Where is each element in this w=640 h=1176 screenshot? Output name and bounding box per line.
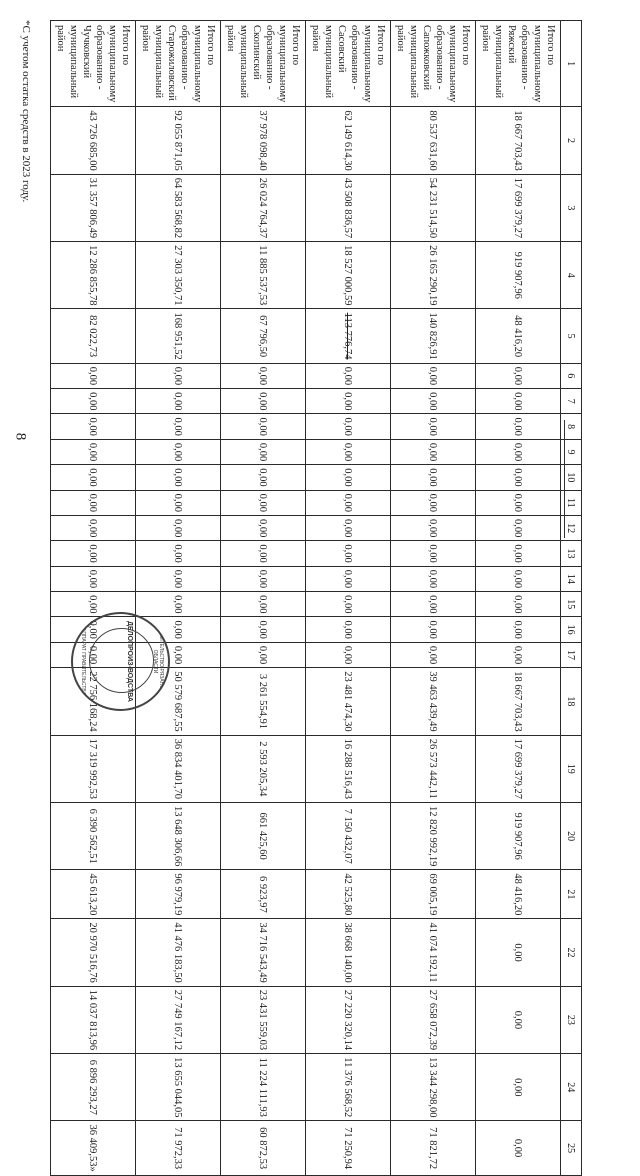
table-cell: 0,00 bbox=[136, 617, 221, 642]
table-cell: 0,00 bbox=[221, 363, 306, 388]
table-cell: 18 667 703,43 bbox=[476, 668, 561, 735]
table-cell: 0,00 bbox=[221, 541, 306, 566]
table-cell: 48 416,20 bbox=[476, 309, 561, 363]
table-cell: 23 431 559,03 bbox=[221, 986, 306, 1053]
table-cell: 0,00 bbox=[51, 617, 136, 642]
table-cell: 0,00 bbox=[221, 414, 306, 439]
table-cell: 26 024 764,37 bbox=[221, 174, 306, 241]
table-cell: 0,00 bbox=[221, 592, 306, 617]
column-number: 8 bbox=[561, 414, 582, 439]
table-cell: 0,00 bbox=[136, 642, 221, 667]
budget-table bbox=[50, 20, 582, 1176]
table-cell: 0,00 bbox=[476, 515, 561, 540]
table-cell: 0,00 bbox=[136, 363, 221, 388]
table-cell: 0,00 bbox=[476, 986, 561, 1053]
table-cell: 0,00 bbox=[51, 363, 136, 388]
municipality-name: Итого по муниципальному образованию - Чучковский муниципальный район bbox=[51, 21, 136, 107]
table-cell: 27 749 167,12 bbox=[136, 986, 221, 1053]
table-cell: 0,00 bbox=[306, 642, 391, 667]
column-number: 4 bbox=[561, 242, 582, 309]
column-number: 24 bbox=[561, 1054, 582, 1121]
table-cell: 50 579 687,55 bbox=[136, 668, 221, 735]
municipality-name: Итого по муниципальному образованию - Ряжский муниципальный район bbox=[476, 21, 561, 107]
table-cell: 0,00 bbox=[476, 541, 561, 566]
table-cell: 11 885 537,53 bbox=[221, 242, 306, 309]
table-cell: 0,00 bbox=[391, 465, 476, 490]
table-cell: 54 231 514,50 bbox=[391, 174, 476, 241]
table-cell: 0,00 bbox=[221, 439, 306, 464]
table-cell: 11 224 111,93 bbox=[221, 1054, 306, 1121]
column-number: 15 bbox=[561, 592, 582, 617]
table-row bbox=[136, 21, 221, 1176]
column-number: 9 bbox=[561, 439, 582, 464]
table-cell: 36 834 401,70 bbox=[136, 735, 221, 802]
footnote: *С учетом остатка средств в 2023 году. bbox=[20, 20, 32, 203]
table-cell: 0,00 bbox=[306, 490, 391, 515]
column-number: 11 bbox=[561, 490, 582, 515]
column-number: 14 bbox=[561, 566, 582, 591]
table-cell: 39 463 439,49 bbox=[391, 668, 476, 735]
table-cell: 0,00 bbox=[391, 363, 476, 388]
table-cell: 0,00 bbox=[136, 490, 221, 515]
column-number: 17 bbox=[561, 642, 582, 667]
table-cell: 0,00 bbox=[221, 465, 306, 490]
table-cell: 0,00 bbox=[51, 642, 136, 667]
table-cell: 82 022,73 bbox=[51, 309, 136, 363]
table-cell: 11 376 568,52 bbox=[306, 1054, 391, 1121]
municipality-name: Итого по муниципальному образованию - Старожиловский муниципальный район bbox=[136, 21, 221, 107]
table-cell: 42 525,80 bbox=[306, 870, 391, 919]
table-cell: 0,00 bbox=[51, 566, 136, 591]
table-cell: 37 978 098,40 bbox=[221, 107, 306, 174]
table-cell: 23 481 474,30 bbox=[306, 668, 391, 735]
table-cell: 13 648 306,66 bbox=[136, 802, 221, 869]
official-stamp: ПРАВИТЕЛЬСТВО РЯЗАНСКОЙ ОБЛАСТИ ДЕЛОПРОИЗ-ВОДСТВА АППАРАТ ПРАВИТЕЛЬСТВА bbox=[71, 612, 170, 711]
table-cell: 919 907,96 bbox=[476, 802, 561, 869]
table-cell: 0,00 bbox=[51, 389, 136, 414]
column-number: 13 bbox=[561, 541, 582, 566]
table-cell: 0,00 bbox=[391, 541, 476, 566]
municipality-name: Итого по муниципальному образованию - Сасовский муниципальный район bbox=[306, 21, 391, 107]
column-number: 20 bbox=[561, 802, 582, 869]
table-cell: 6 390 562,51 bbox=[51, 802, 136, 869]
table-cell: 0,00 bbox=[221, 515, 306, 540]
column-number: 19 bbox=[561, 735, 582, 802]
table-cell: 0,00 bbox=[476, 490, 561, 515]
signature-line bbox=[564, 420, 565, 538]
table-cell: 0,00 bbox=[476, 363, 561, 388]
column-number: 3 bbox=[561, 174, 582, 241]
column-number: 7 bbox=[561, 389, 582, 414]
table-cell: 60 872,53 bbox=[221, 1121, 306, 1175]
table-cell: 0,00 bbox=[136, 389, 221, 414]
table-cell: 0,00 bbox=[476, 642, 561, 667]
table-cell: 2 593 205,34 bbox=[221, 735, 306, 802]
table-cell: 0,00 bbox=[476, 389, 561, 414]
table-cell: 0,00 bbox=[476, 439, 561, 464]
table-cell: 168 951,52 bbox=[136, 309, 221, 363]
table-cell: 17 699 379,27 bbox=[476, 735, 561, 802]
table-cell: 0,00 bbox=[51, 541, 136, 566]
table-cell: 71 972,33 bbox=[136, 1121, 221, 1175]
table-cell: 0,00 bbox=[476, 1054, 561, 1121]
table-cell: 38 668 140,00 bbox=[306, 919, 391, 986]
table-cell: 18 527 000,59 bbox=[306, 242, 391, 309]
table-cell: 113 776,74 bbox=[306, 309, 391, 363]
page-number: 8 bbox=[12, 432, 29, 441]
table-cell: 0,00 bbox=[476, 414, 561, 439]
table-cell: 0,00 bbox=[476, 592, 561, 617]
table-cell: 6 896 293,27 bbox=[51, 1054, 136, 1121]
table-cell: 0,00 bbox=[306, 363, 391, 388]
table-cell: 0,00 bbox=[306, 541, 391, 566]
table-cell: 12 820 992,19 bbox=[391, 802, 476, 869]
table-cell: 14 037 813,96 bbox=[51, 986, 136, 1053]
table-cell: 661 425,60 bbox=[221, 802, 306, 869]
table-row bbox=[476, 21, 561, 1176]
table-cell: 17 699 379,27 bbox=[476, 174, 561, 241]
table-cell: 67 796,50 bbox=[221, 309, 306, 363]
column-number: 21 bbox=[561, 870, 582, 919]
table-cell: 0,00 bbox=[476, 566, 561, 591]
column-number: 10 bbox=[561, 465, 582, 490]
table-cell: 0,00 bbox=[476, 617, 561, 642]
table-cell: 0,00 bbox=[136, 439, 221, 464]
table-cell: 0,00 bbox=[391, 515, 476, 540]
table-cell: 0,00 bbox=[136, 465, 221, 490]
table-cell: 0,00 bbox=[51, 465, 136, 490]
table-row bbox=[306, 21, 391, 1176]
table-cell: 22 756 168,24 bbox=[51, 668, 136, 735]
table-cell: 0,00 bbox=[391, 642, 476, 667]
table-cell: 0,00 bbox=[306, 414, 391, 439]
table-row bbox=[391, 21, 476, 1176]
table-cell: 26 573 442,11 bbox=[391, 735, 476, 802]
table-cell: 71 250,94 bbox=[306, 1121, 391, 1175]
table-cell: 0,00 bbox=[306, 439, 391, 464]
column-number: 22 bbox=[561, 919, 582, 986]
table-cell: 0,00 bbox=[476, 1121, 561, 1175]
column-number: 5 bbox=[561, 309, 582, 363]
table-cell: 0,00 bbox=[476, 465, 561, 490]
column-number: 12 bbox=[561, 515, 582, 540]
table-cell: 0,00 bbox=[391, 566, 476, 591]
table-cell: 0,00 bbox=[391, 490, 476, 515]
table-row bbox=[51, 21, 136, 1176]
table-cell: 0,00 bbox=[391, 414, 476, 439]
table-cell: 13 655 044,05 bbox=[136, 1054, 221, 1121]
table-cell: 17 319 992,53 bbox=[51, 735, 136, 802]
table-cell: 0,00 bbox=[306, 592, 391, 617]
table-cell: 919 907,96 bbox=[476, 242, 561, 309]
table-cell: 43 508 836,57 bbox=[306, 174, 391, 241]
column-number: 2 bbox=[561, 107, 582, 174]
table-cell: 31 357 806,49 bbox=[51, 174, 136, 241]
table-cell: 0,00 bbox=[476, 919, 561, 986]
table-cell: 41 476 183,50 bbox=[136, 919, 221, 986]
table-cell: 71 821,72 bbox=[391, 1121, 476, 1175]
table-cell: 80 537 631,60 bbox=[391, 107, 476, 174]
table-cell: 13 344 298,00 bbox=[391, 1054, 476, 1121]
table-cell: 27 220 320,14 bbox=[306, 986, 391, 1053]
table-cell: 0,00 bbox=[136, 515, 221, 540]
table-cell: 0,00 bbox=[136, 566, 221, 591]
column-number: 1 bbox=[561, 21, 582, 107]
table-cell: 62 149 614,30 bbox=[306, 107, 391, 174]
table-cell: 48 416,20 bbox=[476, 870, 561, 919]
table-cell: 0,00 bbox=[136, 592, 221, 617]
table-cell: 0,00 bbox=[306, 389, 391, 414]
table-cell: 43 726 685,00 bbox=[51, 107, 136, 174]
table-cell: 0,00 bbox=[221, 617, 306, 642]
table-cell: 0,00 bbox=[391, 592, 476, 617]
table-cell: 0,00 bbox=[391, 617, 476, 642]
municipality-name: Итого по муниципальному образованию - Сапожковский муниципальный район bbox=[391, 21, 476, 107]
table-cell: 27 303 350,71 bbox=[136, 242, 221, 309]
table-cell: 0,00 bbox=[221, 490, 306, 515]
column-number: 25 bbox=[561, 1121, 582, 1175]
table-cell: 0,00 bbox=[221, 389, 306, 414]
table-cell: 0,00 bbox=[221, 642, 306, 667]
table-cell: 26 165 290,19 bbox=[391, 242, 476, 309]
table-cell: 0,00 bbox=[136, 414, 221, 439]
table-cell: 27 658 072,39 bbox=[391, 986, 476, 1053]
table-cell: 0,00 bbox=[51, 592, 136, 617]
table-cell: 41 074 192,11 bbox=[391, 919, 476, 986]
table-cell: 0,00 bbox=[136, 541, 221, 566]
column-number: 6 bbox=[561, 363, 582, 388]
table-cell: 36 409,53» bbox=[51, 1121, 136, 1175]
municipality-name: Итого по муниципальному образованию - Скопинский муниципальный район bbox=[221, 21, 306, 107]
table-cell: 92 055 871,05 bbox=[136, 107, 221, 174]
table-cell: 0,00 bbox=[306, 566, 391, 591]
table-cell: 0,00 bbox=[51, 414, 136, 439]
table-cell: 3 261 554,91 bbox=[221, 668, 306, 735]
table-cell: 0,00 bbox=[306, 465, 391, 490]
table-cell: 0,00 bbox=[391, 389, 476, 414]
table-cell: 16 288 516,43 bbox=[306, 735, 391, 802]
table-cell: 0,00 bbox=[221, 566, 306, 591]
column-number: 18 bbox=[561, 668, 582, 735]
column-number-row bbox=[561, 21, 582, 1176]
table-cell: 34 716 543,49 bbox=[221, 919, 306, 986]
column-number: 16 bbox=[561, 617, 582, 642]
table-cell: 0,00 bbox=[306, 515, 391, 540]
column-number: 23 bbox=[561, 986, 582, 1053]
table-cell: 69 005,19 bbox=[391, 870, 476, 919]
table-cell: 140 826,91 bbox=[391, 309, 476, 363]
table-cell: 7 150 432,07 bbox=[306, 802, 391, 869]
table-cell: 64 583 568,82 bbox=[136, 174, 221, 241]
table-cell: 0,00 bbox=[51, 515, 136, 540]
table-row bbox=[221, 21, 306, 1176]
table-cell: 12 286 855,78 bbox=[51, 242, 136, 309]
table-cell: 0,00 bbox=[391, 439, 476, 464]
table-cell: 0,00 bbox=[306, 617, 391, 642]
table-cell: 45 613,20 bbox=[51, 870, 136, 919]
table-cell: 0,00 bbox=[51, 439, 136, 464]
table-cell: 20 970 516,76 bbox=[51, 919, 136, 986]
table-cell: 0,00 bbox=[51, 490, 136, 515]
table-cell: 18 667 703,43 bbox=[476, 107, 561, 174]
table-cell: 96 979,19 bbox=[136, 870, 221, 919]
table-cell: 6 923,97 bbox=[221, 870, 306, 919]
